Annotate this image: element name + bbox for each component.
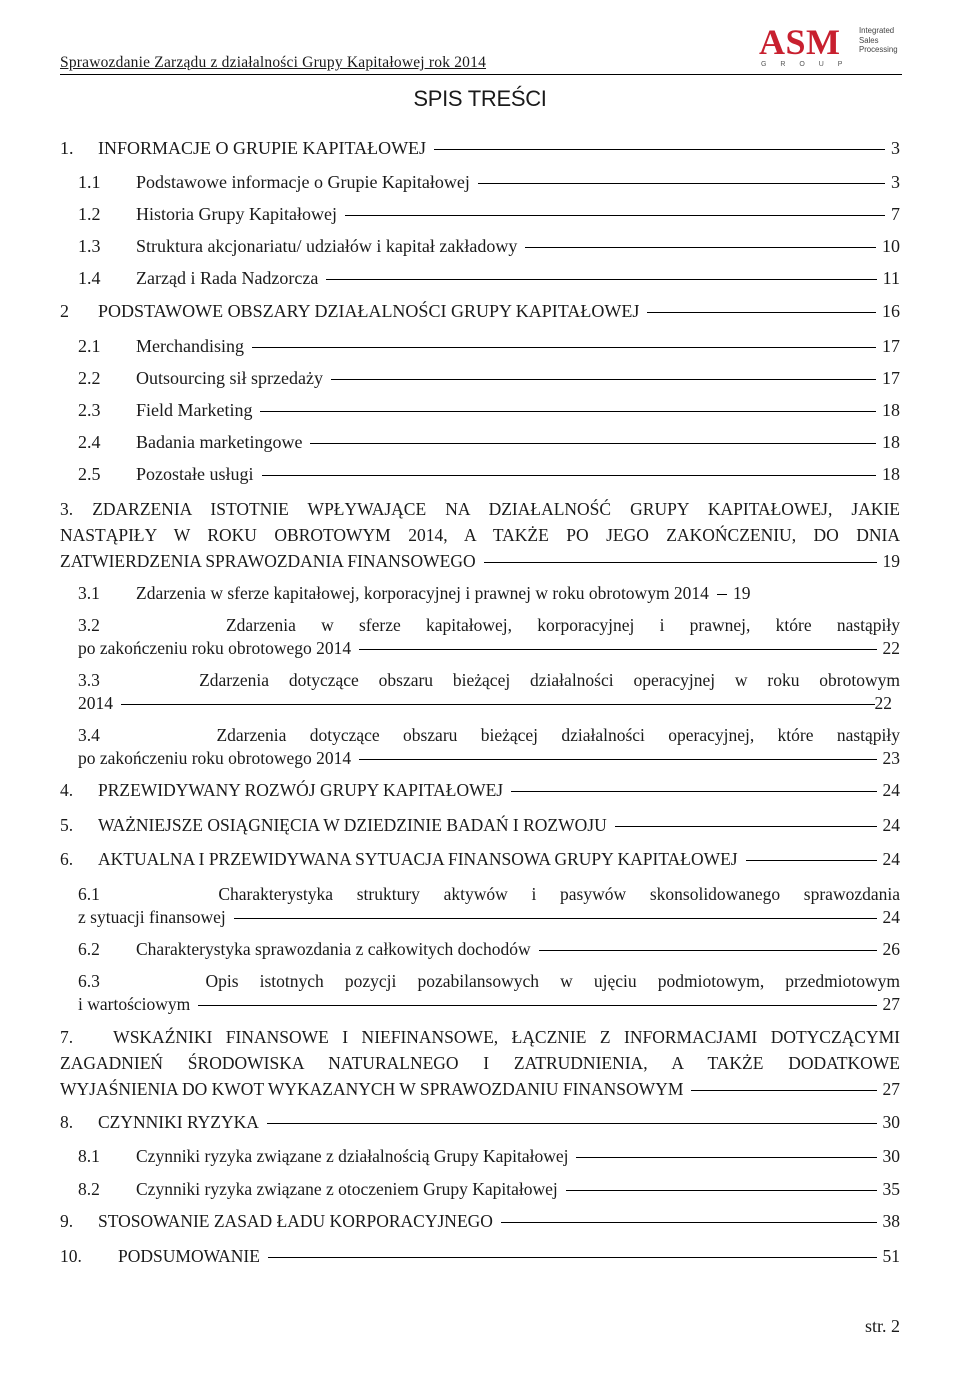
toc-entry[interactable]: 2.5 Pozostałe usługi 18 <box>78 464 900 484</box>
page-ref: 18 <box>882 432 900 452</box>
page-ref: 18 <box>882 400 900 420</box>
page-ref: 24 <box>882 815 900 835</box>
dot-leader <box>198 1005 876 1006</box>
toc-entry[interactable]: 6. AKTUALNA I PRZEWIDYWANA SYTUACJA FINANSOWA GRUPY KAPITAŁOWEJ 24 <box>60 849 900 869</box>
dot-leader <box>121 704 875 705</box>
toc-entry[interactable]: 10. PODSUMOWANIE 51 <box>60 1246 900 1266</box>
toc-entry[interactable]: 6.3 Opis istotnych pozycji pozabilansowych w ujęciu podmiotowym, przedmiotowym i wartościowym 27 <box>78 971 901 1014</box>
toc-entry[interactable]: 6.1 Charakterystyka struktury aktywów i pasywów skonsolidowanego sprawozdania z sytuacji finansowej 24 <box>78 884 901 927</box>
page-ref: 30 <box>882 1112 900 1132</box>
toc-entry[interactable]: 2.3 Field Marketing 18 <box>78 400 900 420</box>
toc-entry[interactable]: 2.1 Merchandising 17 <box>78 336 900 356</box>
dot-leader <box>691 1090 876 1091</box>
logo-text: ASM <box>759 22 841 62</box>
toc-entry[interactable]: 3.4 Zdarzenia dotyczące obszaru bieżącej działalności operacyjnej, które nastąpiły po zakończeniu roku obrotowego 2014 23 <box>78 725 901 768</box>
dot-leader <box>484 562 877 563</box>
page-ref: 16 <box>882 301 900 321</box>
page-ref: 17 <box>882 336 900 356</box>
logo-subtitle: Integrated Sales Processing <box>859 26 898 54</box>
dot-leader <box>539 950 877 951</box>
toc-entry[interactable]: 6.2 Charakterystyka sprawozdania z całkowitych dochodów 26 <box>78 939 900 959</box>
page-ref: 30 <box>882 1146 900 1166</box>
dot-leader <box>262 475 877 476</box>
dot-leader <box>525 247 876 248</box>
dot-leader <box>268 1257 877 1258</box>
toc-entry[interactable]: 2.2 Outsourcing sił sprzedaży 17 <box>78 368 900 388</box>
page-ref: 19 <box>882 551 900 571</box>
dot-leader <box>331 379 876 380</box>
page-ref: 22 <box>882 638 900 658</box>
toc-entry[interactable]: 5. WAŻNIEJSZE OSIĄGNIĘCIA W DZIEDZINIE BADAŃ I ROZWOJU 24 <box>60 815 900 835</box>
toc-entry[interactable]: 3. ZDARZENIA ISTOTNIE WPŁYWAJĄCE NA DZIAŁALNOŚĆ GRUPY KAPITAŁOWEJ, JAKIE NASTĄPIŁY W ROKU OBROTOWYM 2014, A TAKŻE PO JEGO ZAKOŃCZENIU, DO DNIA ZATWIERDZENIA SPRAWOZDANIA FINANSOWEGO 19 <box>60 496 900 574</box>
page-ref: 51 <box>882 1246 900 1266</box>
dot-leader <box>252 347 876 348</box>
page-number: str. 2 <box>864 1316 900 1336</box>
page-ref: 27 <box>882 1079 900 1099</box>
dot-leader <box>501 1222 877 1223</box>
page-ref: 17 <box>882 368 900 388</box>
toc-entry[interactable]: 9. STOSOWANIE ZASAD ŁADU KORPORACYJNEGO 38 <box>60 1211 900 1231</box>
page-ref: 27 <box>882 994 900 1014</box>
page-ref: 3 <box>891 172 900 192</box>
page-ref: 35 <box>882 1179 900 1199</box>
page-ref: 23 <box>882 748 900 768</box>
toc-entry[interactable]: 1.2 Historia Grupy Kapitałowej 7 <box>78 204 900 224</box>
dot-leader <box>359 759 876 760</box>
toc-entry[interactable]: 8.2 Czynniki ryzyka związane z otoczeniem Grupy Kapitałowej 35 <box>78 1179 900 1199</box>
toc-entry[interactable]: 8.1 Czynniki ryzyka związane z działalnością Grupy Kapitałowej 30 <box>78 1146 900 1166</box>
report-title: Sprawozdanie Zarządu z działalności Grupy Kapitałowej rok 2014 <box>60 54 487 71</box>
dot-leader <box>310 443 876 444</box>
dot-leader <box>345 215 885 216</box>
toc-entry[interactable]: 3.2 Zdarzenia w sferze kapitałowej, korporacyjnej i prawnej, które nastąpiły po zakończeniu roku obrotowego 2014 22 <box>78 615 900 658</box>
toc-entry[interactable]: 3.1 Zdarzenia w sferze kapitałowej, korporacyjnej i prawnej w roku obrotowym 2014 19 <box>78 583 751 603</box>
toc-entry[interactable]: 2.4 Badania marketingowe 18 <box>78 432 900 452</box>
dot-leader <box>267 1123 877 1124</box>
page-ref: 24 <box>882 907 900 927</box>
dot-leader <box>234 918 877 919</box>
dot-leader <box>359 649 876 650</box>
dot-leader <box>647 312 876 313</box>
dot-leader <box>576 1157 876 1158</box>
page-ref: 24 <box>882 849 900 869</box>
page-ref: 19 <box>732 583 751 603</box>
page-ref: 22 <box>874 693 892 713</box>
toc-entry[interactable]: 2 PODSTAWOWE OBSZARY DZIAŁALNOŚCI GRUPY KAPITAŁOWEJ 16 <box>60 301 900 321</box>
toc-entry[interactable]: 1.1 Podstawowe informacje o Grupie Kapitałowej 3 <box>78 172 900 192</box>
page-ref: 10 <box>882 236 900 256</box>
page-ref: 24 <box>882 780 900 800</box>
dot-leader <box>717 594 727 595</box>
toc-entry[interactable]: 7. WSKAŹNIKI FINANSOWE I NIEFINANSOWE, ŁĄCZNIE Z INFORMACJAMI DOTYCZĄCYMI ZAGADNIEŃ ŚRODOWISKA NATURALNEGO I ZATRUDNIENIA, A TAKŻE DODATKOWE WYJAŚNIENIA DO KWOT WYKAZANYCH W SPRAWOZDANIU FINANSOWYM 27 <box>60 1024 900 1102</box>
toc-entry[interactable]: 1. INFORMACJE O GRUPIE KAPITAŁOWEJ 3 <box>60 138 900 158</box>
toc-entry[interactable]: 4. PRZEWIDYWANY ROZWÓJ GRUPY KAPITAŁOWEJ 24 <box>60 780 900 800</box>
dot-leader <box>746 860 877 861</box>
logo-group-text: G R O U P <box>761 61 849 68</box>
page-ref: 38 <box>882 1211 900 1231</box>
toc-entry[interactable]: 1.3 Struktura akcjonariatu/ udziałów i kapitał zakładowy 10 <box>78 236 900 256</box>
page-ref: 11 <box>882 268 900 288</box>
dot-leader <box>326 279 876 280</box>
toc-title: SPIS TREŚCI <box>413 86 547 111</box>
page-ref: 18 <box>882 464 900 484</box>
dot-leader <box>511 791 876 792</box>
dot-leader <box>615 826 877 827</box>
page-ref: 26 <box>882 939 900 959</box>
toc-entry[interactable]: 3.3 Zdarzenia dotyczące obszaru bieżącej działalności operacyjnej w roku obrotowym 2014 22 <box>78 670 900 713</box>
page-ref: 3 <box>891 138 900 158</box>
dot-leader <box>566 1190 877 1191</box>
dot-leader <box>478 183 885 184</box>
dot-leader <box>260 411 876 412</box>
toc-entry[interactable]: 8. CZYNNIKI RYZYKA 30 <box>60 1112 900 1132</box>
page-ref: 7 <box>891 204 900 224</box>
dot-leader <box>434 149 885 150</box>
toc-entry[interactable]: 1.4 Zarząd i Rada Nadzorcza 11 <box>78 268 900 288</box>
